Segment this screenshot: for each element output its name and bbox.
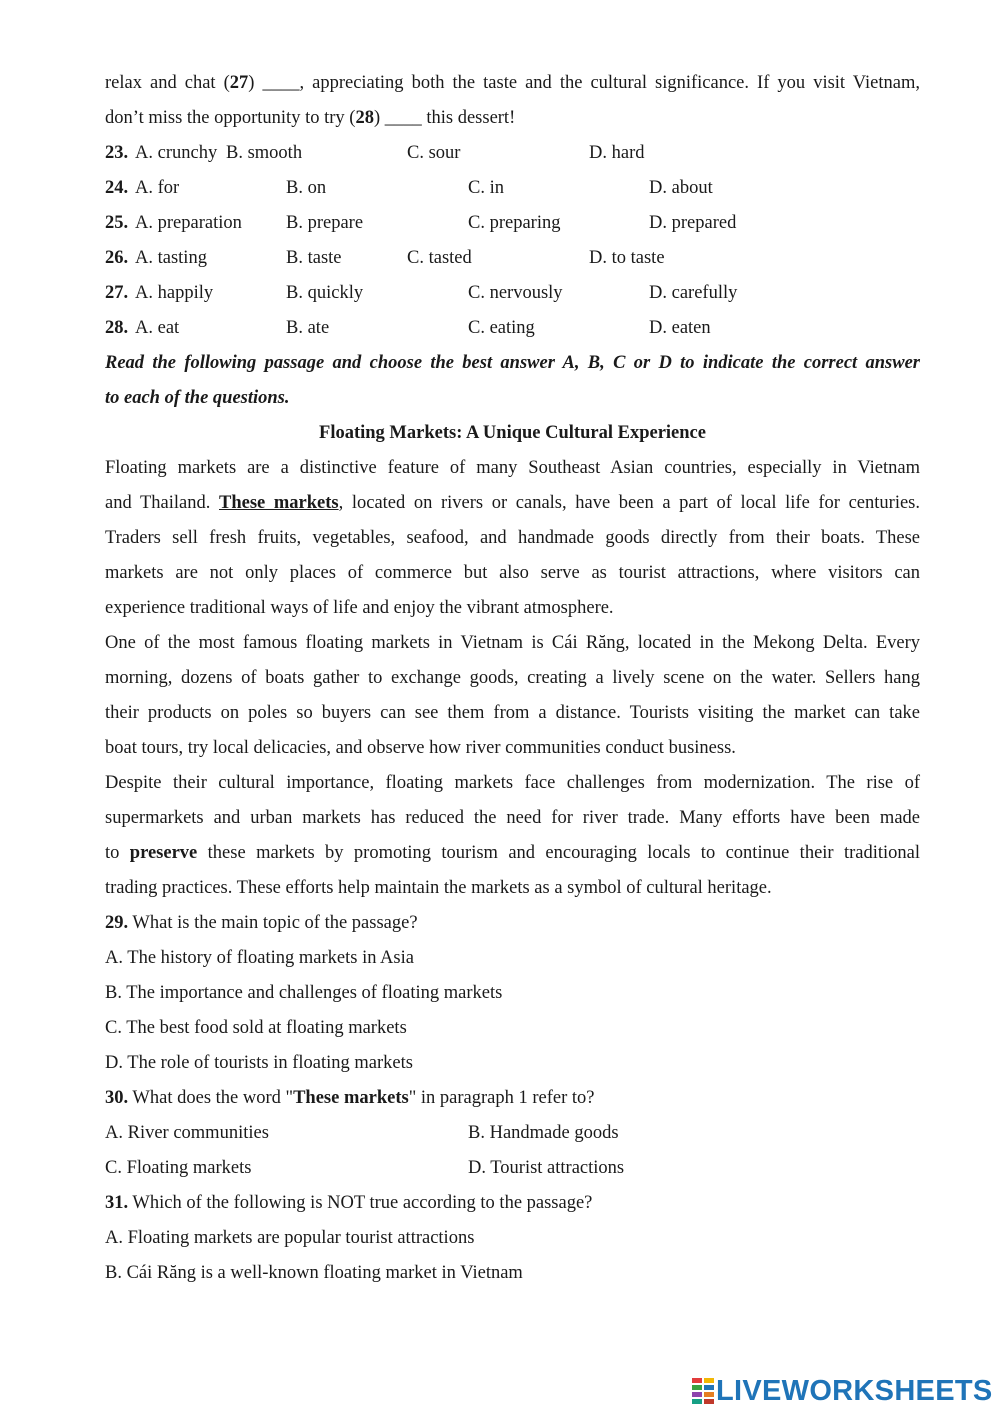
question-31: 31. Which of the following is NOT true according to the passage? [105,1193,593,1213]
liveworksheets-logo-icon [692,1378,714,1404]
cloze-passage-line: relax and chat (27) ____, appreciating both the taste and the cultural significance. If you visit Vietnam, [105,73,920,93]
option-d[interactable]: D. The role of tourists in floating markets [105,1053,413,1073]
option-a[interactable]: A. happily [135,283,214,303]
option-d[interactable]: D. prepared [649,213,737,233]
cloze-passage-line: don’t miss the opportunity to try (28) ____ this dessert! [105,108,516,128]
passage-paragraph-3: Despite their cultural importance, floating markets face challenges from modernization. The rise of supermarkets and urban markets has reduced the need for river trade. Many efforts have been made to preserve these markets by promoting tourism and encouraging locals to continue their traditional trading practices. These efforts help maintain the markets as a symbol of cultural heritage. [105,773,921,898]
option-a[interactable]: A. River communities [105,1123,269,1143]
option-d[interactable]: D. eaten [649,318,711,338]
option-d[interactable]: D. Tourist attractions [468,1158,625,1178]
option-d[interactable]: D. hard [589,143,645,163]
section-instruction: to each of the questions. [105,388,290,408]
section-instruction: Read the following passage and choose the best answer A, B, C or D to indicate the correct answer [105,353,920,373]
option-c[interactable]: C. tasted [407,248,472,268]
options-row [105,1151,920,1186]
option-d[interactable]: D. about [649,178,713,198]
option-a[interactable]: A. for [135,178,180,198]
option-a[interactable]: A. tasting [135,248,207,268]
option-c[interactable]: C. sour [407,143,461,163]
option-b[interactable]: B. prepare [286,213,364,233]
option-c[interactable]: C. nervously [468,283,563,303]
option-c[interactable]: C. preparing [468,213,561,233]
option-b[interactable]: B. quickly [286,283,364,303]
option-b[interactable]: B. taste [286,248,342,268]
option-a[interactable]: A. Floating markets are popular tourist attractions [105,1228,475,1248]
option-b[interactable]: B. Handmade goods [468,1123,619,1143]
question-26: 26. A. tasting B. taste C. tasted D. to taste [105,241,920,276]
passage-title: Floating Markets: A Unique Cultural Experience [319,423,706,443]
option-c[interactable]: C. eating [468,318,535,338]
option-c[interactable]: C. in [468,178,504,198]
question-29: 29. What is the main topic of the passage? [105,913,418,933]
option-d[interactable]: D. carefully [649,283,738,303]
question-27: 27. A. happily B. quickly C. nervously D. carefully [105,276,920,311]
option-c[interactable]: C. The best food sold at floating markets [105,1018,407,1038]
question-30: 30. What does the word "These markets" in paragraph 1 refer to? [105,1088,595,1108]
logo-text: LIVEWORKSHEETS [716,1374,993,1407]
highlighted-word: preserve [129,843,198,863]
question-23: 23. A. crunchy B. smooth C. sour D. hard [105,136,920,171]
worksheet-page [105,66,920,1291]
option-a[interactable]: A. crunchy [135,143,218,163]
option-a[interactable]: A. The history of floating markets in Asia [105,948,414,968]
options-row [105,1116,920,1151]
option-b[interactable]: B. on [286,178,327,198]
option-a[interactable]: A. eat [135,318,180,338]
option-b[interactable]: B. Cái Răng is a well-known floating market in Vietnam [105,1263,523,1283]
option-d[interactable]: D. to taste [589,248,665,268]
highlighted-phrase: These markets [219,493,339,513]
passage-paragraph-2: One of the most famous floating markets in Vietnam is Cái Răng, located in the Mekong Delta. Every morning, dozens of boats gather to exchange goods, creating a lively scene on the water. Sellers hang their products on poles so buyers can see them from a distance. Tourists visiting the market can take boat tours, try local delicacies, and observe how river communities conduct business. [105,633,920,758]
passage-paragraph-1: Floating markets are a distinctive feature of many Southeast Asian countries, especially in Vietnam and Thailand. These markets, located on rivers or canals, have been a part of local life for centuries. Traders sell fresh fruits, vegetables, seafood, and handmade goods directly from their boats. These markets are not only places of commerce but also serve as tourist attractions, where visitors can experience traditional ways of life and enjoy the vibrant atmosphere. [105,458,920,618]
option-a[interactable]: A. preparation [135,213,242,233]
option-c[interactable]: C. Floating markets [105,1158,252,1178]
question-25: 25. A. preparation B. prepare C. preparing D. prepared [105,206,920,241]
option-b[interactable]: B. The importance and challenges of floating markets [105,983,503,1003]
option-b[interactable]: B. smooth [226,143,303,163]
liveworksheets-logo[interactable] [692,1373,993,1409]
question-24: 24. A. for B. on C. in D. about [105,171,920,206]
option-b[interactable]: B. ate [286,318,330,338]
question-28: 28. A. eat B. ate C. eating D. eaten [105,311,920,346]
